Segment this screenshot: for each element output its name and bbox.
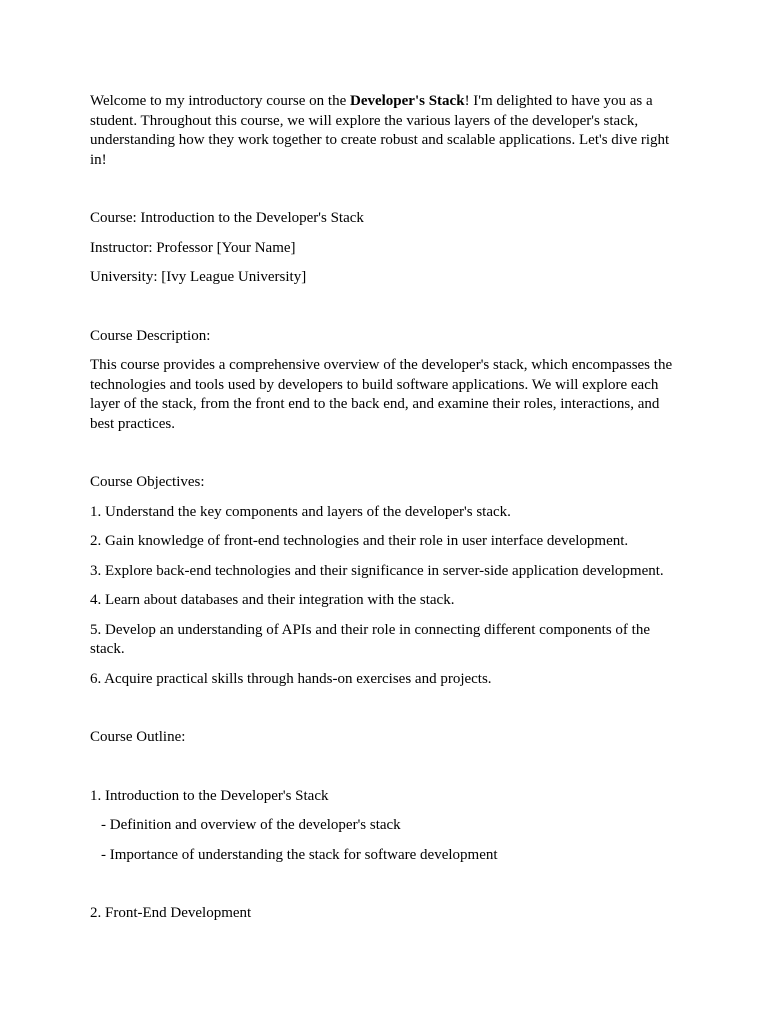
intro-bold-title: Developer's Stack — [349, 93, 465, 109]
document-page — [90, 92, 680, 934]
objective-item: 5. Develop an understanding of APIs and their role in connecting different components of the stack. — [90, 621, 650, 657]
outline-section-title: 2. Front-End Development — [90, 905, 252, 921]
university-line: University: [Ivy League University] — [90, 269, 307, 285]
description-heading: Course Description: — [90, 327, 211, 344]
outline-subitem: - Importance of understanding the stack for software development — [101, 846, 498, 863]
description-text: This course provides a comprehensive overview of the developer's stack, which encompasses the technologies and tools used by developers to build software applications. We will explore each layer of the stack, from the front end to the back end, and examine their roles, interactions, and best practices. — [90, 357, 673, 432]
objective-item: 1. Understand the key components and layers of the developer's stack. — [90, 503, 511, 520]
objective-item: 2. Gain knowledge of front-end technologies and their role in user interface development. — [90, 533, 629, 549]
objective-item: 3. Explore back-end technologies and their significance in server-side application development. — [90, 562, 664, 579]
intro-text-before: Welcome to my introductory course on the — [90, 93, 350, 109]
objective-item: 4. Learn about databases and their integration with the stack. — [90, 592, 455, 608]
objectives-heading: Course Objectives: — [90, 474, 205, 490]
instructor-line: Instructor: Professor [Your Name] — [90, 239, 296, 256]
objective-item: 6. Acquire practical skills through hands-on exercises and projects. — [90, 670, 492, 687]
course-title: Course: Introduction to the Developer's Stack — [90, 210, 364, 226]
outline-section-title: 1. Introduction to the Developer's Stack — [90, 787, 329, 804]
outline-heading: Course Outline: — [90, 729, 186, 745]
intro-paragraph — [90, 92, 680, 170]
intro-text-after: ! I'm delighted to have you as a student. Throughout this course, we will explore the various layers of the developer's stack, understanding how they work together to create robust and scalable applications. Let's dive right in! — [90, 93, 670, 168]
outline-subitem: - Definition and overview of the developer's stack — [101, 817, 401, 833]
